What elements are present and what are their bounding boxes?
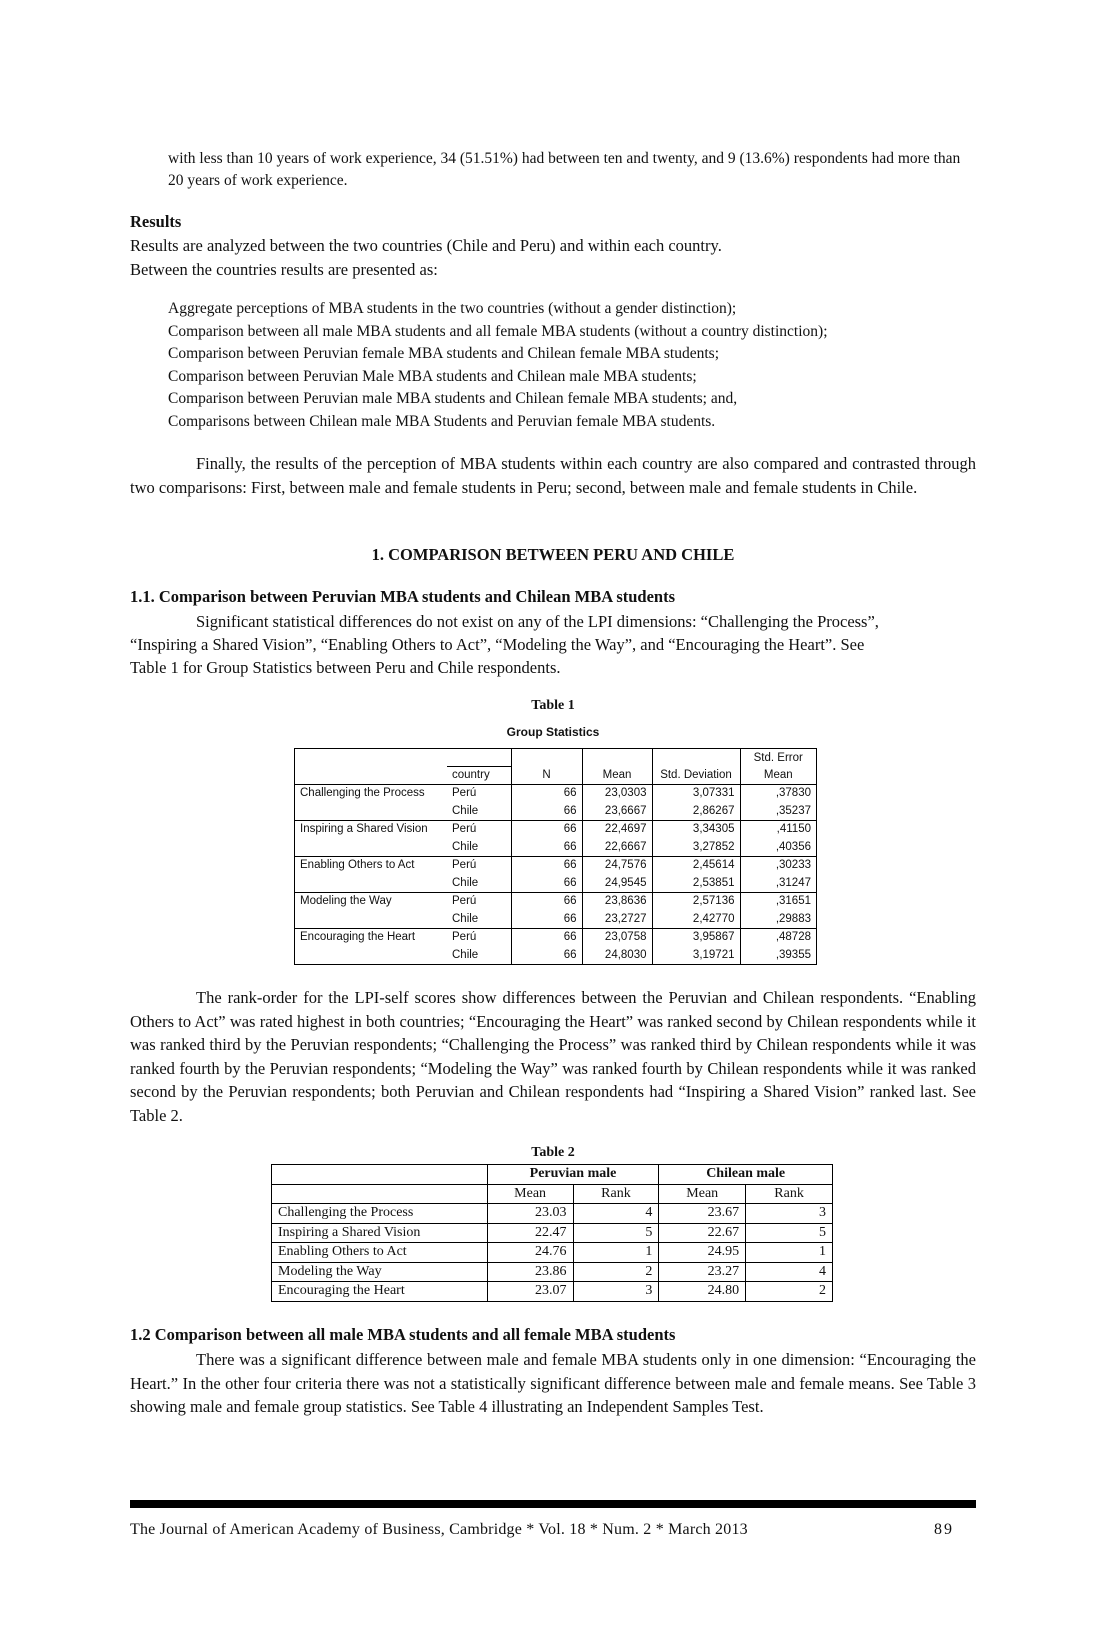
cell-se: ,29883	[740, 911, 816, 929]
cell-chile-rank: 2	[746, 1282, 833, 1302]
cell-chile-rank: 5	[746, 1223, 833, 1243]
cell-chile-rank: 1	[746, 1243, 833, 1263]
row-label: Inspiring a Shared Vision	[272, 1223, 488, 1243]
row-label: Challenging the Process	[272, 1204, 488, 1224]
comparison-list	[168, 298, 976, 433]
cell-n: 66	[511, 947, 582, 965]
finally-paragraph: Finally, the results of the perception of MBA students within each country are also compared and contrasted through two comparisons: First, between male and female students in Peru; second, between male and female students in Chile.	[130, 454, 976, 497]
table-row	[272, 1223, 833, 1243]
cell-n: 66	[511, 893, 582, 911]
cell-se: ,40356	[740, 839, 816, 857]
cell-n: 66	[511, 803, 582, 821]
cell-peru-mean: 23.86	[487, 1262, 573, 1282]
row-label: Encouraging the Heart	[272, 1282, 488, 1302]
cell-sd: 3,95867	[652, 929, 740, 947]
group-header-peru: Peruvian male	[487, 1165, 659, 1185]
cell-n: 66	[511, 857, 582, 875]
cell-n: 66	[511, 875, 582, 893]
cell-se: ,37830	[740, 785, 816, 803]
row-label: Enabling Others to Act	[300, 859, 415, 871]
table-row	[295, 857, 816, 875]
cell-peru-rank: 5	[573, 1223, 659, 1243]
rank-paragraph: The rank-order for the LPI-self scores show differences between the Peruvian and Chilean respondents. “Enabling Others to Act” was rated highest in both countries; “Encouraging the Heart” was ranked second by Chilean respondents while it was ranked third by the Peruvian respondents; “Challenging the Process” was ranked third by Chilean respondents while it was ranked fourth by the Peruvian respondents; “Modeling the Way” was ranked fourth by Chilean respondents while it was ranked second by the Peruvian respondents; both Peruvian and Chilean respondents had “Inspiring a Shared Vision” ranked last. See Table 2.	[130, 988, 976, 1125]
cell-peru-rank: 1	[573, 1243, 659, 1263]
cell-chile-mean: 23.67	[659, 1204, 746, 1224]
cell-sd: 3,34305	[652, 821, 740, 839]
footer-journal: The Journal of American Academy of Business, Cambridge * Vol. 18 * Num. 2 * March 2013	[130, 1521, 748, 1538]
table-subheader-row	[272, 1184, 833, 1204]
section-1-2-paragraph: There was a significant difference between male and female MBA students only in one dimension: “Encouraging the Heart.” In the other four criteria there was not a statistically significant difference between male and female means. See Table 3 showing male and female group statistics. See Table 4 illustrating an Independent Samples Test.	[130, 1350, 976, 1416]
cell-peru-mean: 24.76	[487, 1243, 573, 1263]
cell-peru-mean: 23.03	[487, 1204, 573, 1224]
subheader-mean: Mean	[487, 1184, 573, 1204]
cell-peru-rank: 3	[573, 1282, 659, 1302]
cell-mean: 23,0758	[582, 929, 652, 947]
group-header-chile: Chilean male	[659, 1165, 833, 1185]
row-label: Inspiring a Shared Vision	[300, 823, 428, 835]
cell-mean: 23,0303	[582, 785, 652, 803]
list-item: Comparison between Peruvian female MBA students and Chilean female MBA students;	[168, 345, 720, 362]
cell-chile-mean: 22.67	[659, 1223, 746, 1243]
table-header-row	[295, 749, 816, 767]
cell-mean: 24,9545	[582, 875, 652, 893]
col-se-line1: Std. Error	[740, 749, 816, 767]
col-sd: Std. Deviation	[652, 767, 740, 785]
row-label: Challenging the Process	[300, 787, 425, 799]
subheader-mean: Mean	[659, 1184, 746, 1204]
cell-sd: 3,19721	[652, 947, 740, 965]
table-row	[272, 1262, 833, 1282]
page-number: 89	[934, 1521, 954, 1538]
table-row	[295, 803, 816, 821]
row-label: Modeling the Way	[300, 895, 392, 907]
cell-n: 66	[511, 821, 582, 839]
cell-n: 66	[511, 839, 582, 857]
table-row	[295, 785, 816, 803]
cell-country: Chile	[452, 876, 479, 889]
cell-country: Chile	[452, 948, 479, 961]
cell-se: ,41150	[740, 821, 816, 839]
cell-country: Perú	[452, 787, 477, 799]
cell-sd: 2,45614	[652, 857, 740, 875]
section-1-2-heading: 1.2 Comparison between all male MBA students and all female MBA students	[130, 1325, 676, 1344]
cell-peru-rank: 4	[573, 1204, 659, 1224]
table-1-caption: Table 1	[531, 698, 575, 713]
cell-chile-mean: 24.80	[659, 1282, 746, 1302]
list-item: Comparison between all male MBA students and all female MBA students (without a country distinction);	[168, 322, 828, 340]
cell-sd: 2,42770	[652, 911, 740, 929]
cell-mean: 22,6667	[582, 839, 652, 857]
cell-mean: 23,6667	[582, 803, 652, 821]
cell-sd: 2,86267	[652, 803, 740, 821]
table-row	[295, 929, 816, 947]
cell-mean: 24,8030	[582, 947, 652, 965]
cell-n: 66	[511, 929, 582, 947]
cell-sd: 2,57136	[652, 893, 740, 911]
row-label: Enabling Others to Act	[272, 1243, 488, 1263]
section-1-heading: 1. COMPARISON BETWEEN PERU AND CHILE	[371, 545, 735, 564]
cell-mean: 24,7576	[582, 857, 652, 875]
section-1-1-heading: 1.1. Comparison between Peruvian MBA students and Chilean MBA students	[130, 587, 676, 606]
cell-country: Perú	[452, 895, 477, 907]
col-se-line2: Mean	[740, 767, 816, 785]
table-row	[295, 821, 816, 839]
cell-mean: 22,4697	[582, 821, 652, 839]
row-label: Modeling the Way	[272, 1262, 488, 1282]
list-item: Comparisons between Chilean male MBA Students and Peruvian female MBA students.	[168, 412, 716, 430]
table-header-row	[272, 1165, 833, 1185]
cell-mean: 23,2727	[582, 911, 652, 929]
section-1-1-line-2: “Inspiring a Shared Vision”, “Enabling Others to Act”, “Modeling the Way”, and “Encouraging the Heart”. See	[130, 635, 865, 654]
table-row	[272, 1204, 833, 1224]
table-2	[271, 1164, 833, 1302]
cell-mean: 23,8636	[582, 893, 652, 911]
cell-peru-rank: 2	[573, 1262, 659, 1282]
list-item: Comparison between Peruvian Male MBA students and Chilean male MBA students;	[168, 367, 697, 385]
results-heading: Results	[130, 212, 182, 231]
cell-chile-rank: 3	[746, 1204, 833, 1224]
cell-se: ,31247	[740, 875, 816, 893]
table-1	[294, 748, 817, 965]
table-row	[295, 893, 816, 911]
cell-chile-rank: 4	[746, 1262, 833, 1282]
intro-continuation: with less than 10 years of work experience, 34 (51.51%) had between ten and twenty, and 9 (13.6%) respondents had more than 20 years of work experience.	[168, 150, 961, 189]
cell-country: Perú	[452, 859, 477, 871]
cell-se: ,30233	[740, 857, 816, 875]
table-row	[272, 1243, 833, 1263]
cell-country: Chile	[452, 912, 479, 925]
col-country: country	[452, 769, 490, 781]
cell-country: Chile	[452, 840, 479, 853]
cell-country: Perú	[452, 931, 477, 943]
table-row	[295, 875, 816, 893]
results-line-1: Results are analyzed between the two countries (Chile and Peru) and within each country.	[130, 236, 722, 255]
cell-se: ,35237	[740, 803, 816, 821]
section-1-1-line-3: Table 1 for Group Statistics between Peru and Chile respondents.	[130, 658, 561, 677]
list-item: Aggregate perceptions of MBA students in the two countries (without a gender distinction);	[168, 300, 737, 317]
table-2-caption: Table 2	[531, 1145, 575, 1160]
cell-sd: 2,53851	[652, 875, 740, 893]
cell-chile-mean: 23.27	[659, 1262, 746, 1282]
cell-peru-mean: 22.47	[487, 1223, 573, 1243]
table-row	[272, 1282, 833, 1302]
cell-country: Perú	[452, 823, 477, 835]
section-1-1-line-1: Significant statistical differences do not exist on any of the LPI dimensions: “Challenging the Process”,	[196, 612, 879, 631]
table-row	[295, 911, 816, 929]
cell-sd: 3,27852	[652, 839, 740, 857]
cell-se: ,31651	[740, 893, 816, 911]
table-row	[295, 839, 816, 857]
row-label: Encouraging the Heart	[300, 931, 416, 943]
cell-country: Chile	[452, 804, 479, 817]
subheader-rank: Rank	[573, 1184, 659, 1204]
col-mean: Mean	[582, 767, 652, 785]
col-n: N	[511, 767, 582, 785]
cell-se: ,39355	[740, 947, 816, 965]
cell-sd: 3,07331	[652, 785, 740, 803]
cell-chile-mean: 24.95	[659, 1243, 746, 1263]
cell-se: ,48728	[740, 929, 816, 947]
list-item: Comparison between Peruvian male MBA students and Chilean female MBA students; and,	[168, 390, 738, 407]
table-1-title: Group Statistics	[506, 725, 600, 739]
cell-n: 66	[511, 911, 582, 929]
results-line-2: Between the countries results are presented as:	[130, 260, 438, 279]
table-row	[295, 947, 816, 965]
cell-n: 66	[511, 785, 582, 803]
footer-rule	[130, 1500, 976, 1508]
cell-peru-mean: 23.07	[487, 1282, 573, 1302]
subheader-rank: Rank	[746, 1184, 833, 1204]
